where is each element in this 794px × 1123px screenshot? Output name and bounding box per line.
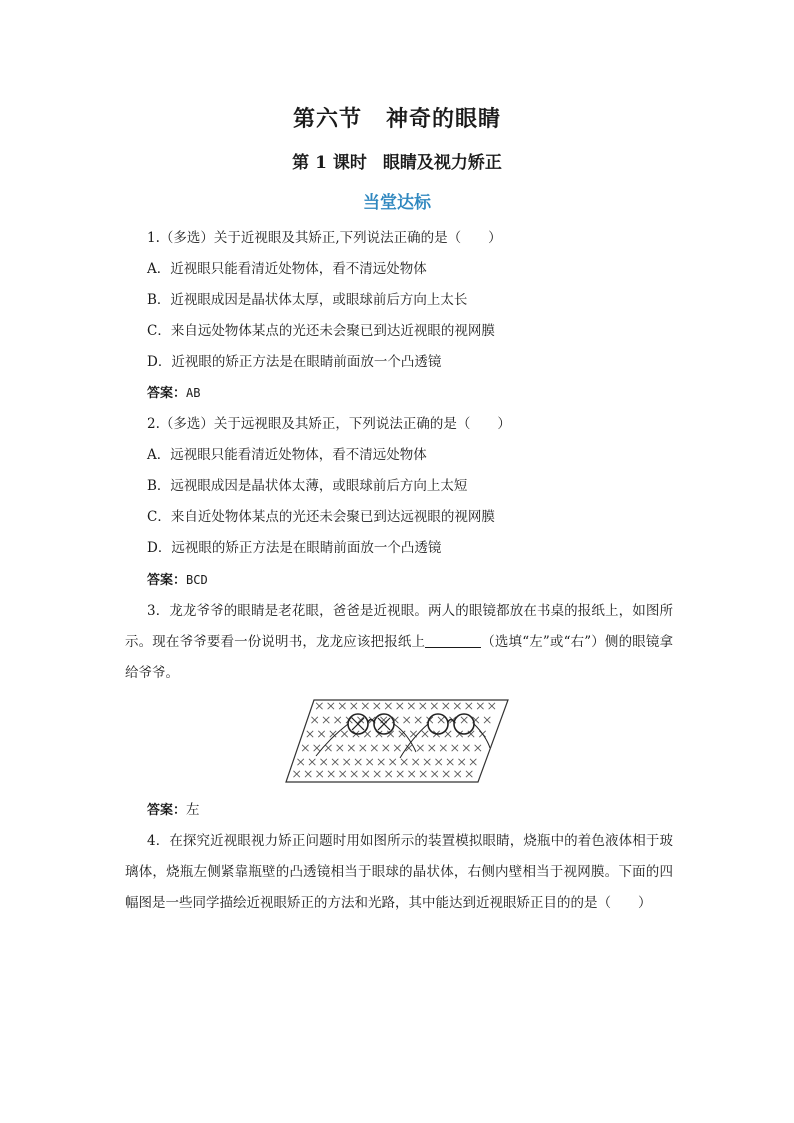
answer-value: BCD bbox=[186, 573, 208, 587]
answer-blank[interactable] bbox=[425, 633, 481, 648]
q2-stem: 2.（多选）关于远视眼及其矫正，下列说法正确的是（ ） bbox=[147, 416, 511, 432]
q2-option-b: B．远视眼成因是晶状体太薄，或眼球前后方向上太短 bbox=[147, 478, 468, 494]
section-name: 神奇的眼睛 bbox=[386, 106, 502, 132]
lesson-name: 眼睛及视力矫正 bbox=[382, 153, 502, 173]
q2-option-a: A．远视眼只能看清近处物体，看不清远处物体 bbox=[147, 447, 427, 463]
q2-option-c: C．来自近处物体某点的光还未会聚已到达远视眼的视网膜 bbox=[147, 509, 495, 525]
q3-text-part-a: 3．龙龙爷爷的眼睛是老花眼，爸爸是近视眼。两人的眼镜都放在书桌的报纸上，如图所示。现在爷爷要看一份说明书，龙龙应该把报纸上 bbox=[125, 603, 673, 650]
q3-text bbox=[125, 596, 673, 689]
q1-option-d: D．近视眼的矫正方法是在眼睛前面放一个凸透镜 bbox=[147, 354, 442, 370]
q1-answer bbox=[147, 383, 200, 404]
answer-label: 答案： bbox=[147, 386, 187, 401]
q2-option-d: D．远视眼的矫正方法是在眼睛前面放一个凸透镜 bbox=[147, 540, 442, 556]
answer-value: AB bbox=[186, 386, 201, 400]
q1-option-b: B．近视眼成因是晶状体太厚，或眼球前后方向上太长 bbox=[147, 292, 468, 308]
answer-label: 答案： bbox=[147, 803, 187, 818]
newspaper-icon bbox=[286, 700, 508, 782]
q4-text: 4．在探究近视眼视力矫正问题时用如图所示的装置模拟眼睛，烧瓶中的着色液体相于玻璃体，烧瓶左侧紧靠瓶壁的凸透镜相当于眼球的晶状体，右侧内壁相当于视网膜。下面的四幅图是一些同学描绘近视眼矫正的方法和光路，其中能达到近视眼矫正目的的是（ ） bbox=[125, 833, 673, 911]
page-title bbox=[0, 102, 794, 133]
section-heading: 当堂达标 bbox=[363, 193, 431, 213]
answer-value: 左 bbox=[186, 802, 200, 818]
newspaper-glasses-figure bbox=[284, 698, 510, 788]
lesson-number: 第 1 课时 bbox=[292, 153, 367, 173]
answer-label: 答案： bbox=[147, 573, 187, 588]
q1-option-a: A．近视眼只能看清近处物体，看不清远处物体 bbox=[147, 261, 427, 277]
q2-answer bbox=[147, 570, 208, 591]
q1-stem: 1.（多选）关于近视眼及其矫正,下列说法正确的是（ ） bbox=[147, 230, 502, 246]
lesson-title bbox=[0, 148, 794, 173]
section-number: 第六节 bbox=[292, 106, 362, 132]
q3-answer bbox=[147, 800, 200, 821]
q3-text-part-b: （选填“左”或“右”）侧的眼镜拿给爷爷。 bbox=[125, 634, 674, 681]
q1-option-c: C．来自远处物体某点的光还未会聚已到达近视眼的视网膜 bbox=[147, 323, 495, 339]
